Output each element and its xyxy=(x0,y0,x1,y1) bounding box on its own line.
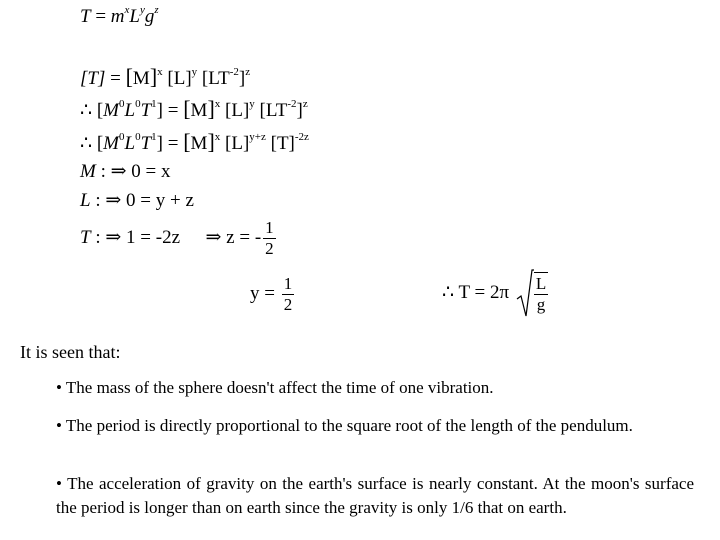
intro-text: It is seen that: xyxy=(20,342,121,362)
eq-symbol: [L] xyxy=(225,100,250,121)
equation-line-7 xyxy=(80,218,278,259)
eq-symbol: M xyxy=(80,161,96,182)
fraction-numerator: 1 xyxy=(265,218,274,237)
fraction-denominator: 2 xyxy=(283,295,293,314)
eq-symbol: [L] xyxy=(225,133,250,154)
eq-symbol: ] xyxy=(156,133,163,154)
equation-line-8 xyxy=(250,274,296,315)
fraction-numerator: 1 xyxy=(283,274,293,293)
eq-exponent: 1 xyxy=(151,97,157,110)
eq-symbol: M xyxy=(103,100,119,121)
eq-symbol: ] xyxy=(156,100,163,121)
eq-symbol: : ⇒ 1 = -2z xyxy=(90,226,181,248)
radical-sign-icon xyxy=(516,269,534,319)
eq-symbol: ⇒ z = - xyxy=(205,226,262,248)
eq-exponent: -2 xyxy=(229,65,239,78)
eq-exponent: z xyxy=(302,97,308,110)
eq-symbol: M xyxy=(132,68,150,89)
eq-exponent: 0 xyxy=(119,130,125,143)
eq-exponent: y xyxy=(191,65,198,78)
equation-line-6 xyxy=(80,191,194,210)
fraction-denominator: 2 xyxy=(265,239,274,258)
eq-symbol: M xyxy=(103,133,119,154)
eq-exponent: -2z xyxy=(294,130,309,143)
eq-symbol: M xyxy=(190,133,208,154)
eq-symbol: [LT xyxy=(259,100,288,121)
eq-symbol: = xyxy=(162,133,184,154)
eq-exponent: z xyxy=(154,3,159,16)
eq-symbol: : ⇒ 0 = y + z xyxy=(90,190,194,211)
eq-exponent: x xyxy=(157,65,163,78)
eq-symbol: m xyxy=(110,6,125,27)
eq-symbol: L xyxy=(124,133,136,154)
bullet-item: • The period is directly proportional to the square root of the length of the pendulum. xyxy=(56,416,633,435)
eq-exponent: x xyxy=(124,3,130,16)
eq-symbol: T xyxy=(80,6,91,27)
eq-symbol: ] xyxy=(238,68,246,89)
eq-symbol: M xyxy=(190,100,208,121)
fraction xyxy=(282,274,295,315)
equation-line-5 xyxy=(80,162,171,181)
eq-symbol: y = xyxy=(250,282,280,304)
eq-exponent: -2 xyxy=(287,97,297,110)
eq-symbol: ] xyxy=(296,100,303,121)
eq-exponent: y xyxy=(249,97,255,110)
eq-exponent: 0 xyxy=(119,97,125,110)
eq-symbol: [T] xyxy=(270,133,295,154)
fraction-denominator: g xyxy=(536,295,546,314)
eq-exponent: y+z xyxy=(249,130,266,143)
eq-symbol: ∴ T = 2π xyxy=(442,281,510,303)
bullet-item: • The acceleration of gravity on the earth's surface is nearly constant. At the moon's surface the period is longer than on earth since the gravity is only 1/6 that on earth. xyxy=(56,474,694,517)
eq-exponent: x xyxy=(214,97,221,110)
equation-line-3: ∴ $[M^0L^0T^1] = [M]^x$ $[L]^y$ $[LT^{-2}]^z$ xyxy=(80,96,308,121)
bullet-item: • The mass of the sphere doesn't affect the time of one vibration. xyxy=(56,378,494,397)
eq-symbol: g xyxy=(144,6,155,27)
fraction xyxy=(534,272,548,315)
eq-exponent: 0 xyxy=(135,97,141,110)
eq-symbol: ∴ [ xyxy=(80,133,104,154)
square-root xyxy=(516,272,550,315)
eq-symbol: T xyxy=(140,133,152,154)
eq-symbol: = xyxy=(105,68,126,89)
equation-line-1 xyxy=(80,3,159,27)
eq-symbol: [T] xyxy=(80,68,106,89)
eq-exponent: 0 xyxy=(135,130,141,143)
eq-symbol: = xyxy=(162,100,184,121)
eq-symbol: L xyxy=(80,190,91,211)
eq-symbol: = xyxy=(90,6,111,27)
equation-line-9 xyxy=(442,272,550,315)
eq-symbol: : ⇒ 0 = x xyxy=(95,161,171,182)
eq-symbol: [LT xyxy=(201,68,230,89)
eq-symbol: T xyxy=(80,226,91,248)
eq-symbol: [L] xyxy=(167,68,192,89)
fraction xyxy=(263,218,276,259)
eq-symbol: ∴ [ xyxy=(80,100,104,121)
eq-symbol: T xyxy=(140,100,152,121)
eq-symbol: L xyxy=(129,6,140,27)
fraction-numerator: L xyxy=(535,274,547,293)
eq-exponent: x xyxy=(214,130,221,143)
eq-exponent: y xyxy=(140,3,145,16)
eq-exponent: z xyxy=(245,65,251,78)
eq-exponent: 1 xyxy=(151,130,157,143)
equation-line-4: ∴ $[M^0L^0T^1] = [M]^x$ $[L]^{y+z}$ $[T]^{-2z}$ xyxy=(80,129,309,154)
eq-symbol: L xyxy=(124,100,136,121)
equation-line-2: $[T] = [M]^x$ $[L]^y$ $[LT^{-2}]^z$ xyxy=(80,64,251,89)
